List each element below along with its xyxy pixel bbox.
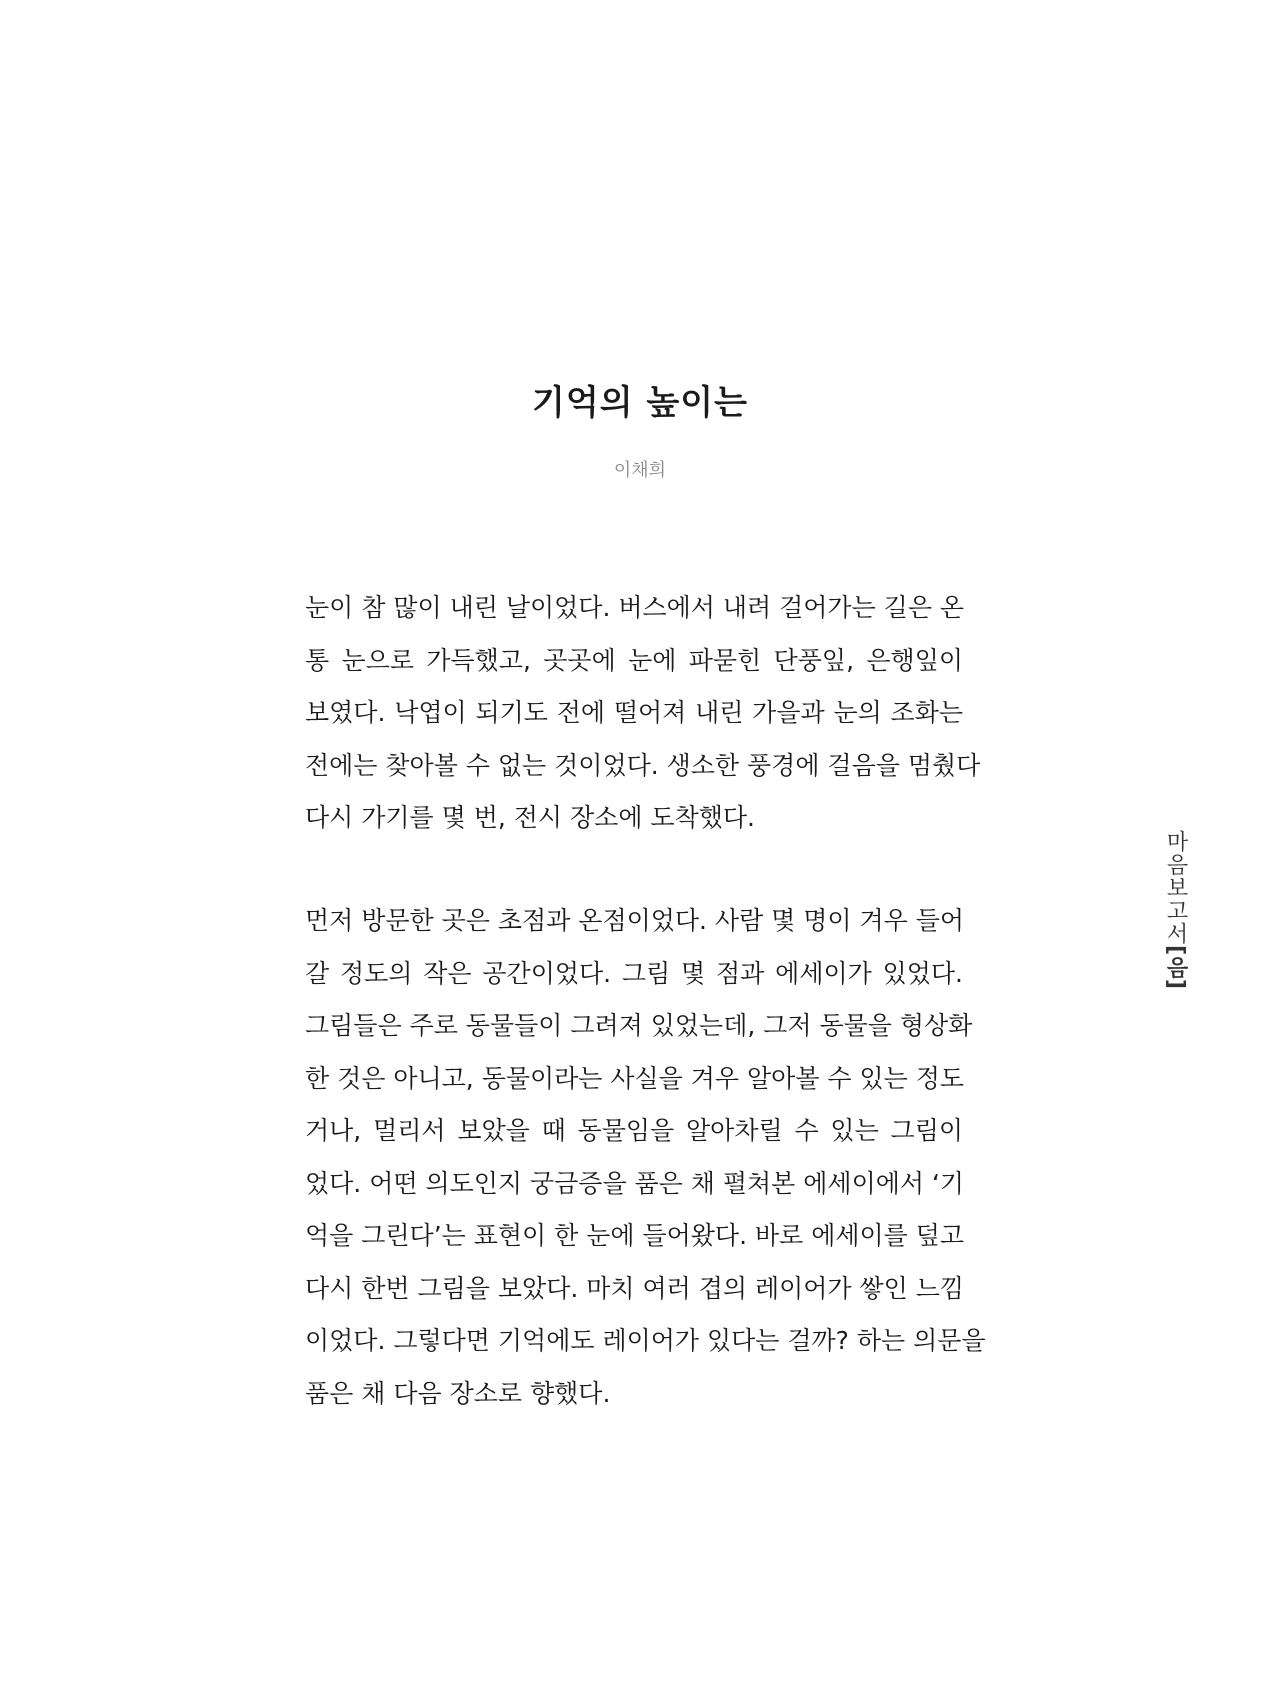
text-line: 한 것은 아니고, 동물이라는 사실을 겨우 알아볼 수 있는 정도 xyxy=(305,1063,965,1093)
paragraph-2 xyxy=(305,895,986,1420)
text-line: 눈이 참 많이 내린 날이었다. 버스에서 내려 걸어가는 길은 온 xyxy=(305,593,965,622)
text-line: 통 눈으로 가득했고, 곳곳에 눈에 파묻힌 단풍잎, 은행잎이 xyxy=(305,645,963,675)
section-side-label xyxy=(1160,830,1191,990)
text-line: 거나, 멀리서 보았을 때 동물임을 알아차릴 수 있는 그림이 xyxy=(305,1116,963,1145)
text-line: 이었다. 그렇다면 기억에도 레이어가 있다는 걸까? 하는 의문을 xyxy=(305,1326,986,1355)
text-line: 보였다. 낙엽이 되기도 전에 떨어져 내린 가을과 눈의 조화는 xyxy=(305,698,963,727)
text-line: 품은 채 다음 장소로 향했다. xyxy=(305,1378,611,1408)
text-line: 억을 그린다’는 표현이 한 눈에 들어왔다. 바로 에세이를 덮고 xyxy=(305,1221,965,1250)
text-line: 그림들은 주로 동물들이 그려져 있었는데, 그저 동물을 형상화 xyxy=(305,1011,973,1040)
section-bracket: [음] xyxy=(1163,945,1188,991)
text-line: 전에는 찾아볼 수 없는 것이었다. 생소한 풍경에 걸음을 멈췄다 xyxy=(305,750,981,780)
section-name: 마음보고서 xyxy=(1163,830,1188,945)
paragraph-1 xyxy=(305,582,981,845)
article-title: 기억의 높이는 xyxy=(532,383,748,423)
text-line: 다시 한번 그림을 보았다. 마치 여러 겹의 레이어가 쌓인 느낌 xyxy=(305,1273,965,1303)
text-line: 었다. 어떤 의도인지 궁금증을 품은 채 펼쳐본 에세이에서 ‘기 xyxy=(305,1168,965,1198)
author-name: 이채희 xyxy=(613,460,667,481)
text-line: 먼저 방문한 곳은 초점과 온점이었다. 사람 몇 명이 겨우 들어 xyxy=(305,906,965,935)
text-line: 갈 정도의 작은 공간이었다. 그림 몇 점과 에세이가 있었다. xyxy=(305,958,963,988)
text-line: 다시 가기를 몇 번, 전시 장소에 도착했다. xyxy=(305,803,755,832)
